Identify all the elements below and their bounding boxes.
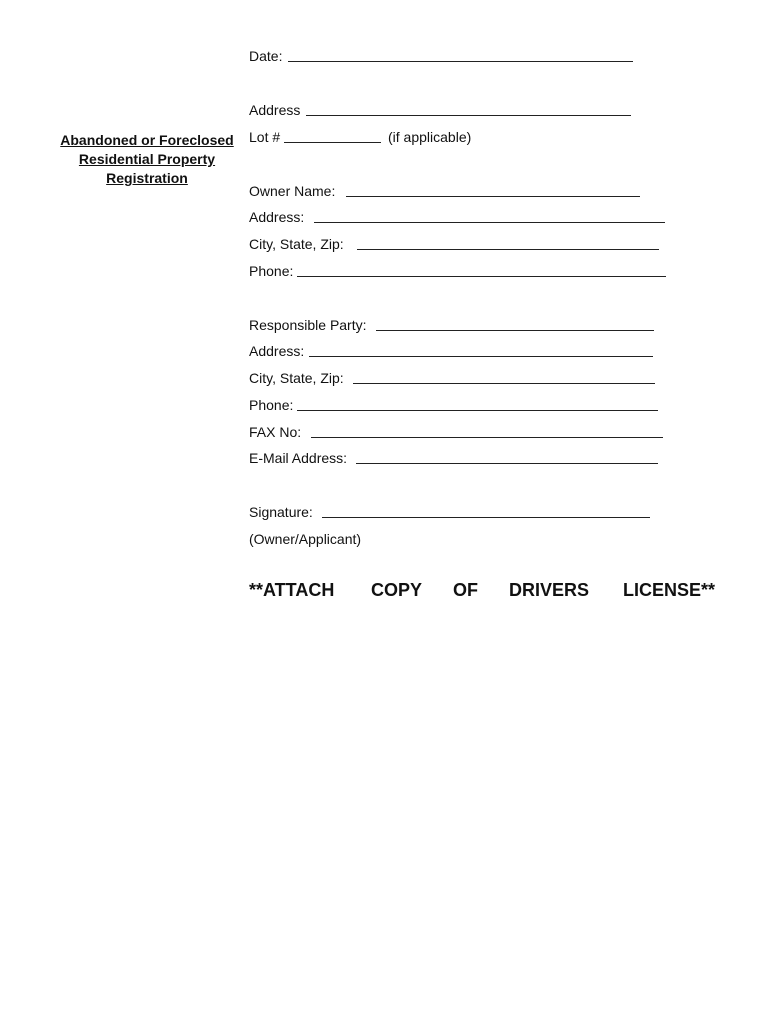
date-label: Date: bbox=[249, 48, 283, 64]
notice-word-attach: **ATTACH bbox=[249, 580, 335, 600]
date-field[interactable] bbox=[288, 61, 633, 62]
email-label: E-Mail Address: bbox=[249, 450, 348, 466]
signature-label: Signature: bbox=[249, 504, 313, 520]
responsible-phone-field[interactable] bbox=[297, 410, 658, 411]
responsible-phone-label: Phone: bbox=[249, 397, 294, 413]
signature-field[interactable] bbox=[322, 517, 650, 518]
lot-field[interactable] bbox=[284, 142, 381, 143]
form-title-line-2: Residential Property bbox=[78, 151, 216, 167]
email-field[interactable] bbox=[356, 463, 658, 464]
notice-word-of: OF bbox=[453, 580, 478, 600]
signature-role: (Owner/Applicant) bbox=[249, 531, 362, 547]
property-address-label: Address bbox=[249, 102, 301, 118]
fax-field[interactable] bbox=[311, 437, 663, 438]
responsible-city-label: City, State, Zip: bbox=[249, 370, 344, 386]
notice-word-drivers: DRIVERS bbox=[509, 580, 590, 600]
owner-address-field[interactable] bbox=[314, 222, 665, 223]
responsible-city-field[interactable] bbox=[353, 383, 655, 384]
owner-city-field[interactable] bbox=[357, 249, 659, 250]
form-title-line-1: Abandoned or Foreclosed bbox=[60, 132, 234, 148]
owner-address-label: Address: bbox=[249, 209, 305, 225]
lot-label: Lot # bbox=[249, 129, 281, 145]
responsible-address-field[interactable] bbox=[309, 356, 653, 357]
property-address-field[interactable] bbox=[306, 115, 631, 116]
owner-phone-field[interactable] bbox=[297, 276, 666, 277]
owner-city-label: City, State, Zip: bbox=[249, 236, 344, 252]
form-title-line-3: Registration bbox=[106, 170, 188, 186]
notice-word-copy: COPY bbox=[371, 580, 423, 600]
owner-name-label: Owner Name: bbox=[249, 183, 336, 199]
owner-phone-label: Phone: bbox=[249, 263, 294, 279]
owner-name-field[interactable] bbox=[346, 196, 640, 197]
responsible-party-label: Responsible Party: bbox=[249, 317, 367, 333]
fax-label: FAX No: bbox=[249, 424, 302, 440]
responsible-party-field[interactable] bbox=[376, 330, 654, 331]
form-title bbox=[50, 131, 244, 188]
lot-note: (if applicable) bbox=[388, 129, 472, 145]
responsible-address-label: Address: bbox=[249, 343, 305, 359]
notice-word-license: LICENSE** bbox=[623, 580, 716, 600]
